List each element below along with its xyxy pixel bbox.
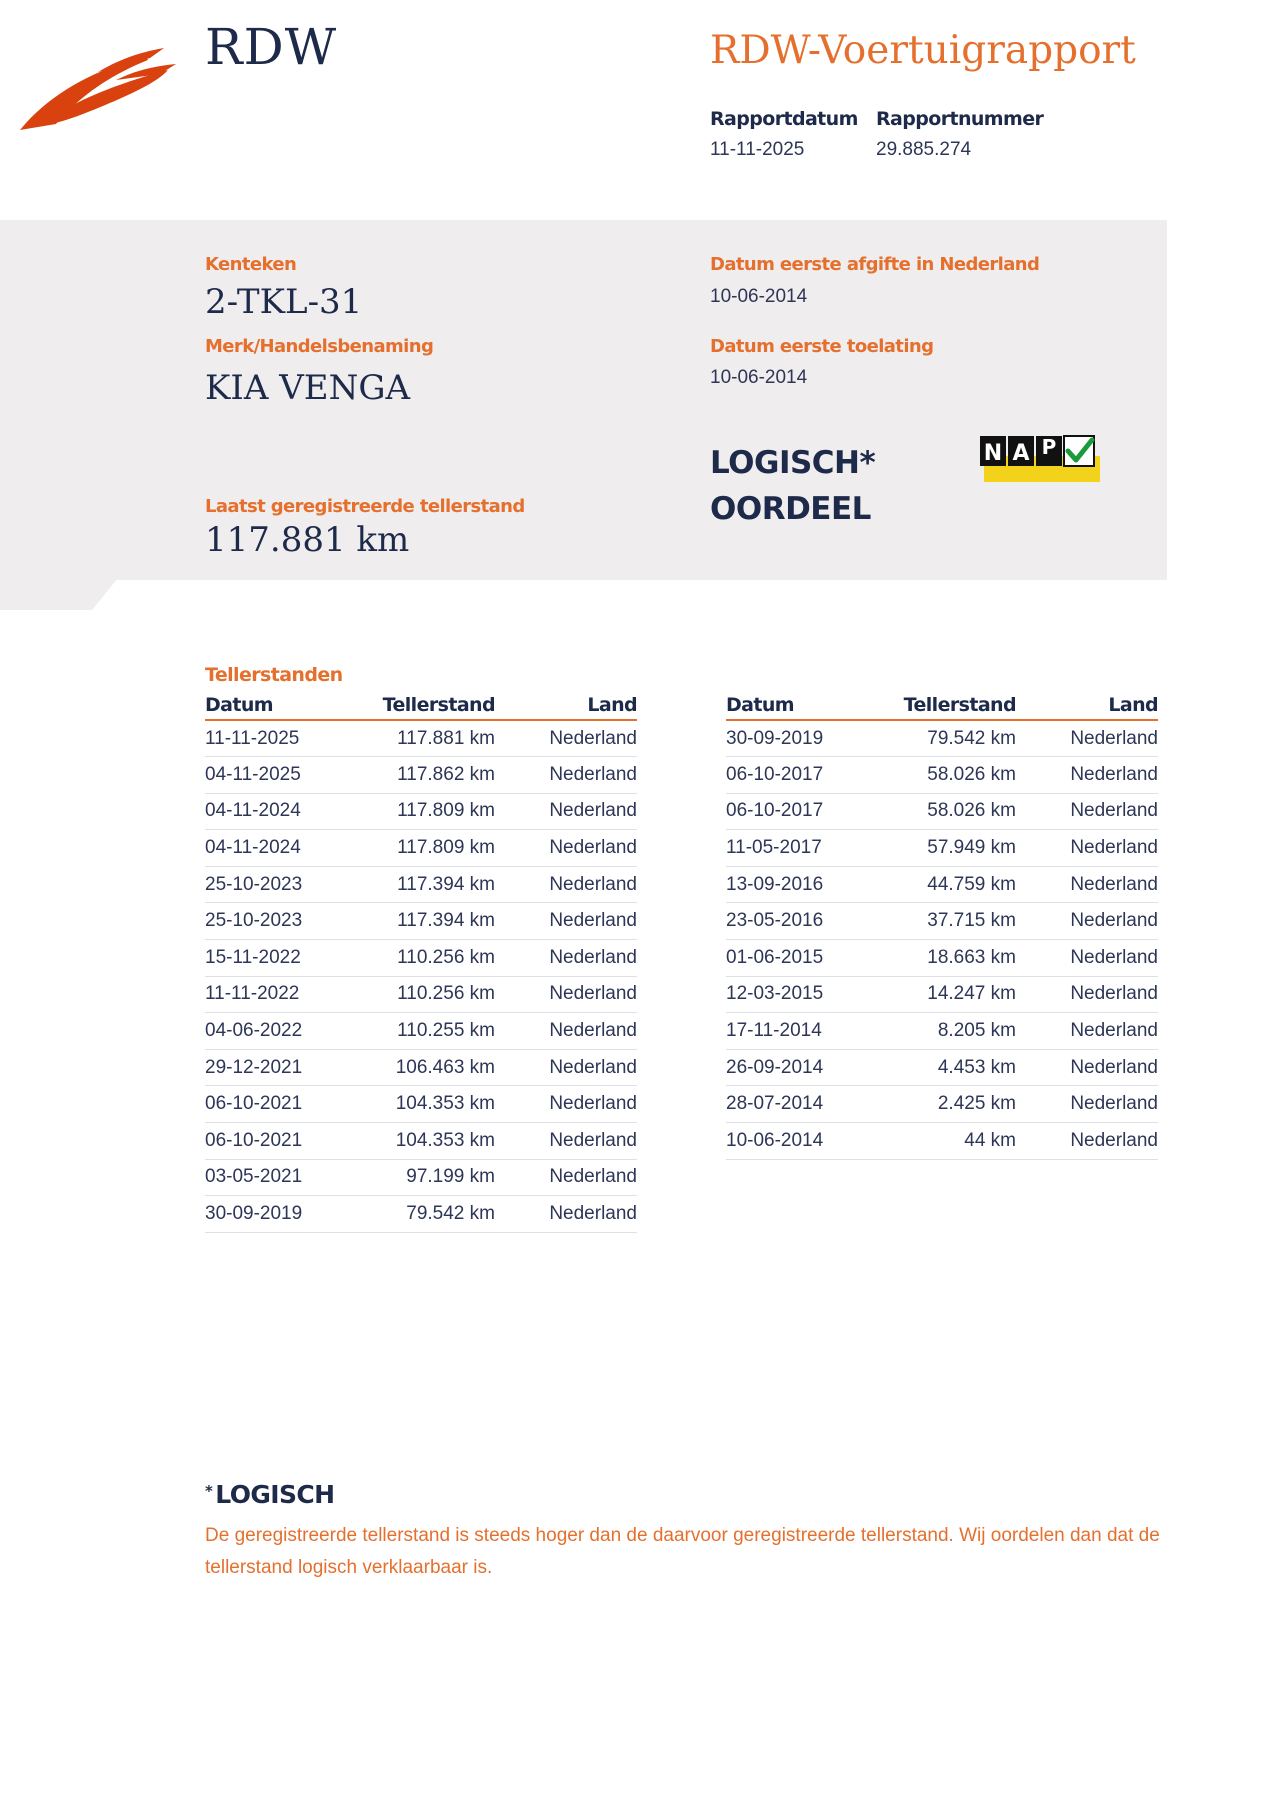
- cell-country: Nederland: [1016, 940, 1158, 977]
- cell-country: Nederland: [495, 757, 637, 794]
- table-row: [726, 976, 1158, 1013]
- table-row: [726, 940, 1158, 977]
- table-row: [726, 830, 1158, 867]
- col-header-date: Datum: [205, 690, 355, 720]
- cell-country: Nederland: [1016, 757, 1158, 794]
- report-number-label: Rapportnummer: [876, 108, 1044, 130]
- cell-date: 06-10-2017: [726, 757, 876, 794]
- cell-date: 23-05-2016: [726, 903, 876, 940]
- verdict: [710, 440, 875, 532]
- cell-reading: 97.199 km: [355, 1159, 495, 1196]
- cell-date: 25-10-2023: [205, 866, 355, 903]
- table-row: [205, 976, 637, 1013]
- nap-letter-n: N: [983, 441, 1003, 466]
- cell-date: 17-11-2014: [726, 1013, 876, 1050]
- cell-date: 13-09-2016: [726, 866, 876, 903]
- footnote-marker: *: [205, 1482, 213, 1500]
- nap-logo-icon: [980, 434, 1104, 484]
- table-row: [726, 1086, 1158, 1123]
- table-row: [726, 1013, 1158, 1050]
- first-admission-value: 10-06-2014: [710, 367, 808, 388]
- last-odometer-value: 117.881 km: [205, 520, 410, 560]
- cell-country: Nederland: [495, 976, 637, 1013]
- cell-reading: 58.026 km: [876, 757, 1016, 794]
- table-row: [205, 720, 637, 757]
- report-number-value: 29.885.274: [876, 139, 972, 160]
- verdict-line-2: OORDEEL: [710, 491, 871, 527]
- cell-reading: 110.256 km: [355, 976, 495, 1013]
- cell-date: 06-10-2021: [205, 1086, 355, 1123]
- table-row: [205, 1159, 637, 1196]
- cell-country: Nederland: [495, 830, 637, 867]
- cell-reading: 79.542 km: [876, 720, 1016, 757]
- col-header-date: Datum: [726, 690, 876, 720]
- brand-name: RDW: [205, 18, 338, 76]
- cell-date: 04-11-2024: [205, 830, 355, 867]
- cell-country: Nederland: [495, 1013, 637, 1050]
- nap-letter-p: P: [1041, 435, 1057, 459]
- table-row: [726, 1049, 1158, 1086]
- cell-country: Nederland: [1016, 1086, 1158, 1123]
- cell-date: 26-09-2014: [726, 1049, 876, 1086]
- make-label: Merk/Handelsbenaming: [205, 336, 434, 357]
- cell-date: 01-06-2015: [726, 940, 876, 977]
- cell-date: 11-05-2017: [726, 830, 876, 867]
- cell-country: Nederland: [495, 1159, 637, 1196]
- cell-reading: 44.759 km: [876, 866, 1016, 903]
- cell-reading: 44 km: [876, 1123, 1016, 1160]
- verdict-line-1: LOGISCH*: [710, 445, 876, 481]
- cell-date: 29-12-2021: [205, 1049, 355, 1086]
- odometer-table-left: [205, 690, 637, 1233]
- cell-country: Nederland: [495, 1086, 637, 1123]
- table-row: [205, 830, 637, 867]
- cell-country: Nederland: [1016, 1123, 1158, 1160]
- cell-reading: 117.394 km: [355, 866, 495, 903]
- cell-reading: 117.809 km: [355, 830, 495, 867]
- col-header-reading: Tellerstand: [876, 690, 1016, 720]
- report-date-value: 11-11-2025: [710, 139, 805, 160]
- cell-reading: 104.353 km: [355, 1086, 495, 1123]
- report-title: RDW-Voertuigrapport: [710, 28, 1136, 73]
- table-row: [205, 866, 637, 903]
- table-row: [205, 1049, 637, 1086]
- plate-value: 2-TKL-31: [205, 282, 363, 322]
- cell-date: 15-11-2022: [205, 940, 355, 977]
- cell-date: 30-09-2019: [726, 720, 876, 757]
- table-row: [205, 903, 637, 940]
- cell-reading: 57.949 km: [876, 830, 1016, 867]
- rdw-logo-icon: [18, 46, 178, 132]
- cell-country: Nederland: [1016, 1013, 1158, 1050]
- odometer-section-title: Tellerstanden: [205, 664, 343, 686]
- cell-reading: 8.205 km: [876, 1013, 1016, 1050]
- cell-date: 11-11-2025: [205, 720, 355, 757]
- cell-reading: 117.809 km: [355, 793, 495, 830]
- cell-date: 30-09-2019: [205, 1196, 355, 1233]
- cell-country: Nederland: [495, 866, 637, 903]
- table-row: [205, 793, 637, 830]
- cell-date: 11-11-2022: [205, 976, 355, 1013]
- cell-country: Nederland: [495, 720, 637, 757]
- first-admission-label: Datum eerste toelating: [710, 336, 934, 357]
- cell-reading: 2.425 km: [876, 1086, 1016, 1123]
- cell-country: Nederland: [1016, 976, 1158, 1013]
- col-header-country: Land: [495, 690, 637, 720]
- cell-reading: 117.881 km: [355, 720, 495, 757]
- table-row: [205, 1123, 637, 1160]
- footnote-title-text: LOGISCH: [215, 1480, 335, 1509]
- cell-date: 04-11-2024: [205, 793, 355, 830]
- table-row: [205, 940, 637, 977]
- cell-reading: 110.256 km: [355, 940, 495, 977]
- footnote-title: [205, 1480, 334, 1509]
- col-header-reading: Tellerstand: [355, 690, 495, 720]
- odometer-rows-right: [726, 720, 1158, 1159]
- first-issue-nl-label: Datum eerste afgifte in Nederland: [710, 254, 1040, 275]
- cell-reading: 117.862 km: [355, 757, 495, 794]
- cell-country: Nederland: [495, 940, 637, 977]
- cell-country: Nederland: [495, 1123, 637, 1160]
- cell-reading: 110.255 km: [355, 1013, 495, 1050]
- cell-reading: 79.542 km: [355, 1196, 495, 1233]
- cell-date: 04-11-2025: [205, 757, 355, 794]
- first-issue-nl-value: 10-06-2014: [710, 286, 808, 307]
- cell-reading: 58.026 km: [876, 793, 1016, 830]
- report-date-block: [710, 108, 858, 161]
- cell-reading: 4.453 km: [876, 1049, 1016, 1086]
- cell-date: 06-10-2021: [205, 1123, 355, 1160]
- cell-date: 06-10-2017: [726, 793, 876, 830]
- table-row: [726, 903, 1158, 940]
- cell-country: Nederland: [1016, 866, 1158, 903]
- odometer-table-right: [726, 690, 1158, 1160]
- table-row: [726, 866, 1158, 903]
- table-row: [205, 1196, 637, 1233]
- cell-country: Nederland: [1016, 830, 1158, 867]
- cell-country: Nederland: [1016, 720, 1158, 757]
- cell-country: Nederland: [495, 1049, 637, 1086]
- cell-date: 10-06-2014: [726, 1123, 876, 1160]
- table-row: [205, 1086, 637, 1123]
- cell-reading: 104.353 km: [355, 1123, 495, 1160]
- cell-country: Nederland: [1016, 793, 1158, 830]
- table-header-row: [205, 690, 637, 720]
- odometer-rows-left: [205, 720, 637, 1232]
- cell-reading: 106.463 km: [355, 1049, 495, 1086]
- table-row: [726, 720, 1158, 757]
- cell-reading: 117.394 km: [355, 903, 495, 940]
- table-row: [205, 1013, 637, 1050]
- report-number-block: [876, 108, 1043, 161]
- make-value: KIA VENGA: [205, 368, 411, 408]
- cell-date: 12-03-2015: [726, 976, 876, 1013]
- report-date-label: Rapportdatum: [710, 108, 858, 130]
- panel-corner-decoration: [0, 578, 118, 610]
- table-row: [726, 757, 1158, 794]
- plate-label: Kenteken: [205, 254, 297, 275]
- cell-country: Nederland: [495, 903, 637, 940]
- table-row: [726, 1123, 1158, 1160]
- cell-reading: 37.715 km: [876, 903, 1016, 940]
- table-header-row: [726, 690, 1158, 720]
- cell-reading: 14.247 km: [876, 976, 1016, 1013]
- nap-letter-a: A: [1012, 441, 1030, 466]
- cell-date: 28-07-2014: [726, 1086, 876, 1123]
- last-odometer-label: Laatst geregistreerde tellerstand: [205, 496, 525, 517]
- table-row: [726, 793, 1158, 830]
- cell-date: 25-10-2023: [205, 903, 355, 940]
- cell-date: 03-05-2021: [205, 1159, 355, 1196]
- col-header-country: Land: [1016, 690, 1158, 720]
- cell-country: Nederland: [495, 1196, 637, 1233]
- cell-date: 04-06-2022: [205, 1013, 355, 1050]
- cell-country: Nederland: [1016, 903, 1158, 940]
- footnote-text: De geregistreerde tellerstand is steeds hoger dan de daarvoor geregistreerde tellerstand. Wij oordelen dan dat de tellerstand logisch verklaarbaar is.: [205, 1525, 1160, 1578]
- cell-reading: 18.663 km: [876, 940, 1016, 977]
- table-row: [205, 757, 637, 794]
- cell-country: Nederland: [1016, 1049, 1158, 1086]
- cell-country: Nederland: [495, 793, 637, 830]
